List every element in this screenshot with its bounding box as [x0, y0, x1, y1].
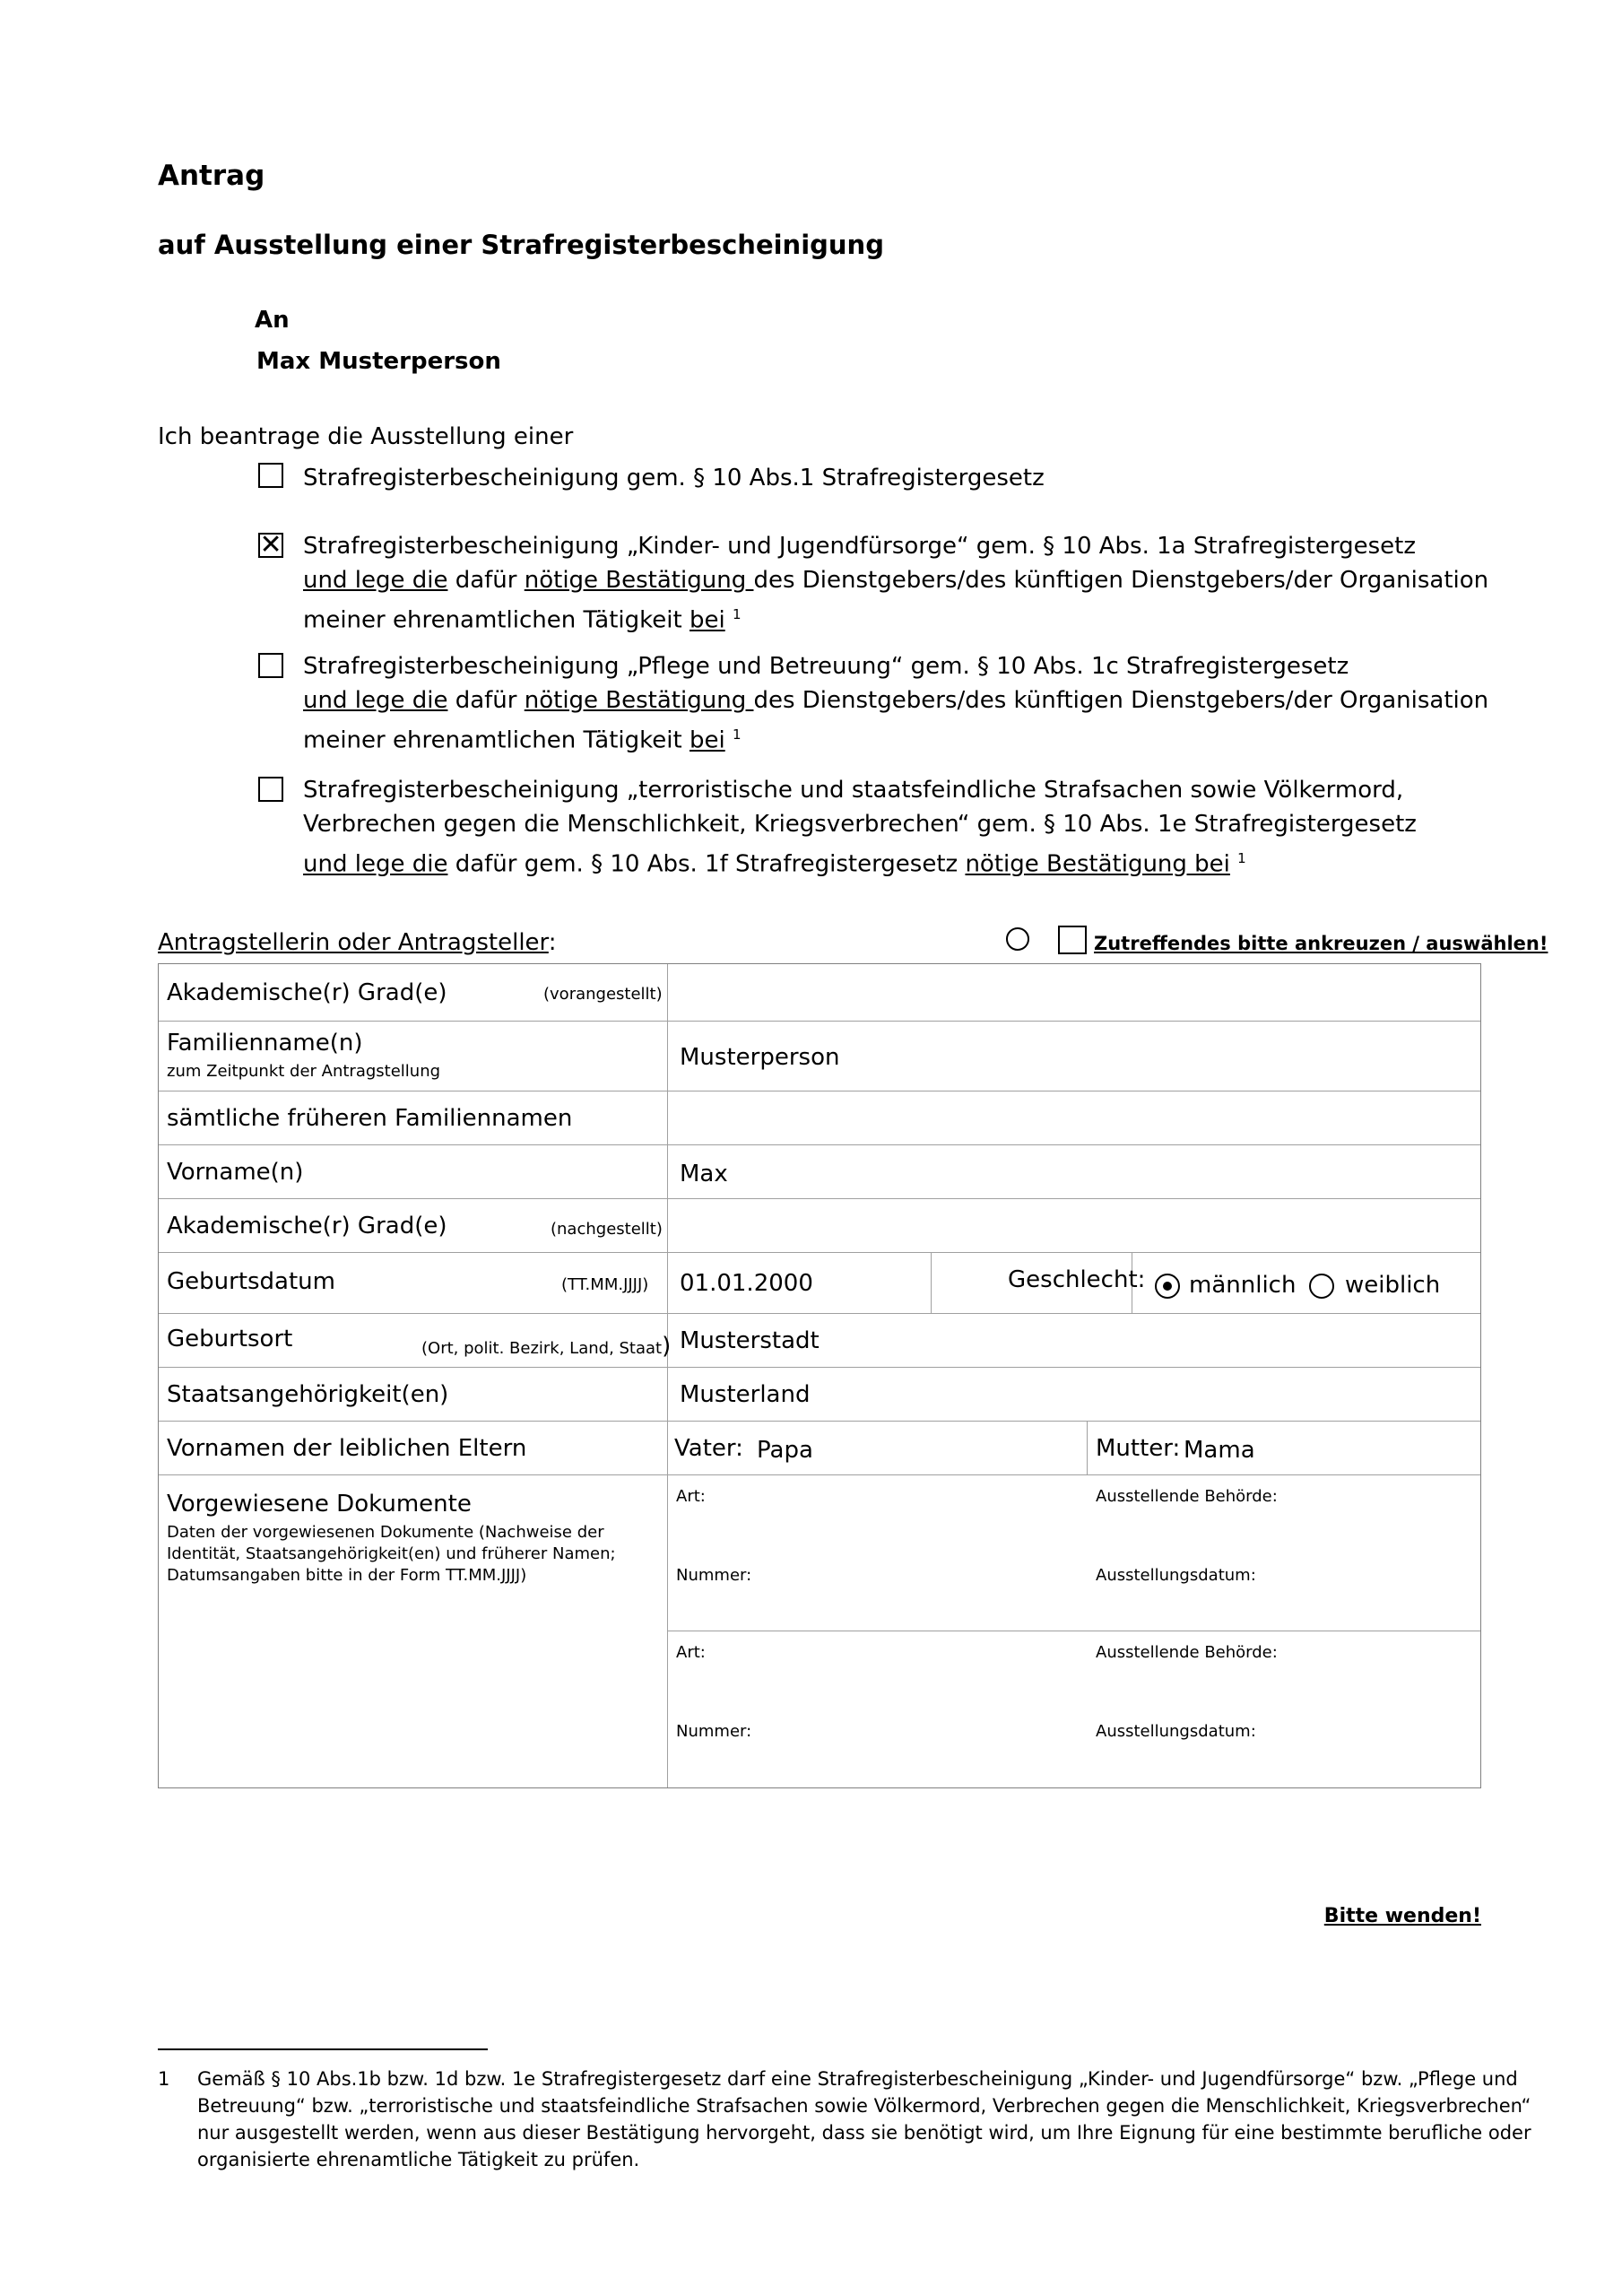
- birthplace-field[interactable]: Musterstadt: [680, 1327, 820, 1354]
- option-2-line2: und lege die dafür nötige Bestätigung des Dienstgebers/des künftigen Dienstgebers/der Organisation: [303, 567, 1489, 594]
- nationality-field[interactable]: Musterland: [680, 1381, 811, 1408]
- grad-pre-note: (vorangestellt): [543, 985, 663, 1004]
- birthplace-label: Geburtsort: [167, 1326, 293, 1352]
- grad-post-label: Akademische(r) Grad(e): [167, 1213, 447, 1239]
- legend-radio-icon: [1006, 927, 1029, 951]
- option-3-line2: und lege die dafür nötige Bestätigung des Dienstgebers/des künftigen Dienstgebers/der Organisation: [303, 687, 1489, 714]
- documents-label: Vorgewiesene Dokumente: [167, 1491, 472, 1518]
- option-1-text: Strafregisterbescheinigung gem. § 10 Abs.1 Strafregistergesetz: [303, 465, 1045, 491]
- father-label: Vater:: [674, 1435, 743, 1462]
- option-2-line3: meiner ehrenamtlichen Tätigkeit bei $^1$: [303, 606, 742, 634]
- option-1-checkbox[interactable]: [258, 463, 283, 488]
- sex-female-label: weiblich: [1345, 1272, 1441, 1299]
- option-2-line1: Strafregisterbescheinigung „Kinder- und Jugendfürsorge“ gem. § 10 Abs. 1a Strafregistergesetz: [303, 533, 1417, 560]
- doc1-date-label: Ausstellungsdatum:: [1096, 1566, 1256, 1585]
- option-4-line1: Strafregisterbescheinigung „terroristische und staatsfeindliche Strafsachen sowie Völkermord,: [303, 777, 1404, 804]
- documents-note-2: Identität, Staatsangehörigkeit(en) und früherer Namen;: [167, 1544, 616, 1563]
- sex-label: Geschlecht:: [1008, 1266, 1146, 1293]
- checkmark-x-icon: ✕: [259, 529, 282, 561]
- option-3-checkbox[interactable]: [258, 653, 283, 678]
- nationality-label: Staatsangehörigkeit(en): [167, 1381, 449, 1408]
- doc2-authority-label: Ausstellende Behörde:: [1096, 1643, 1278, 1662]
- option-4-line2: Verbrechen gegen die Menschlichkeit, Kriegsverbrechen“ gem. § 10 Abs. 1e Strafregistergesetz: [303, 811, 1417, 838]
- footnote-line-3: nur ausgestellt werden, wenn aus dieser Bestätigung hervorgeht, dass sie benötigt wird, um Ihre Eignung für eine bestimmte berufliche oder: [197, 2122, 1531, 2144]
- doc1-number-label: Nummer:: [676, 1566, 752, 1585]
- footnote-line-4: organisierte ehrenamtliche Tätigkeit zu prüfen.: [197, 2149, 640, 2170]
- option-4-line3: und lege die dafür gem. § 10 Abs. 1f Strafregistergesetz nötige Bestätigung bei $^1$: [303, 850, 1246, 878]
- birthplace-note: (Ort, polit. Bezirk, Land, Staat): [421, 1333, 672, 1360]
- birthdate-field[interactable]: 01.01.2000: [680, 1270, 813, 1297]
- recipient-name: Max Musterperson: [256, 348, 501, 375]
- grad-post-note: (nachgestellt): [551, 1220, 663, 1239]
- birthdate-note: (TT.MM.JJJJ): [561, 1275, 649, 1294]
- turn-page-note: Bitte wenden!: [1323, 1905, 1481, 1927]
- sex-female-radio[interactable]: [1309, 1274, 1334, 1299]
- sex-male-radio[interactable]: [1155, 1274, 1180, 1299]
- family-name-label: Familienname(n): [167, 1030, 363, 1057]
- documents-note-1: Daten der vorgewiesenen Dokumente (Nachweise der: [167, 1523, 604, 1542]
- doc1-type-label: Art:: [676, 1487, 706, 1506]
- documents-note-3: Datumsangaben bitte in der Form TT.MM.JJJJ): [167, 1566, 527, 1585]
- footnote-line-1: Gemäß § 10 Abs.1b bzw. 1d bzw. 1e Strafregistergesetz darf eine Strafregisterbescheinigung „Kinder- und Jugendfürsorge“ bzw. „Pflege und: [197, 2068, 1518, 2090]
- parents-label: Vornamen der leiblichen Eltern: [167, 1435, 527, 1462]
- doc2-date-label: Ausstellungsdatum:: [1096, 1722, 1256, 1741]
- first-name-field[interactable]: Max: [680, 1161, 728, 1187]
- doc1-authority-label: Ausstellende Behörde:: [1096, 1487, 1278, 1506]
- page-title: Antrag: [158, 160, 265, 192]
- sex-male-label: männlich: [1189, 1272, 1297, 1299]
- grad-pre-label: Akademische(r) Grad(e): [167, 979, 447, 1006]
- family-name-note: zum Zeitpunkt der Antragstellung: [167, 1062, 441, 1081]
- option-4-checkbox[interactable]: [258, 777, 283, 802]
- family-name-field[interactable]: Musterperson: [680, 1044, 840, 1071]
- recipient-label: An: [255, 307, 290, 334]
- hint-text: Zutreffendes bitte ankreuzen / auswählen!: [1094, 933, 1548, 954]
- father-field[interactable]: Papa: [757, 1437, 813, 1464]
- mother-field[interactable]: Mama: [1184, 1437, 1255, 1464]
- footnote-line-2: Betreuung“ bzw. „terroristische und staatsfeindliche Strafsachen sowie Völkermord, Verbrechen gegen die Menschlichkeit, Kriegsverbrechen“: [197, 2095, 1531, 2117]
- option-3-line1: Strafregisterbescheinigung „Pflege und Betreuung“ gem. § 10 Abs. 1c Strafregistergesetz: [303, 653, 1349, 680]
- legend-checkbox-icon: [1058, 926, 1087, 954]
- option-3-line3: meiner ehrenamtlichen Tätigkeit bei $^1$: [303, 726, 742, 754]
- former-names-label: sämtliche früheren Familiennamen: [167, 1105, 573, 1132]
- footnote-divider: [158, 2048, 488, 2050]
- doc2-number-label: Nummer:: [676, 1722, 752, 1741]
- applicant-heading: Antragstellerin oder Antragsteller:: [158, 929, 557, 956]
- mother-label: Mutter:: [1096, 1435, 1181, 1462]
- page-subtitle: auf Ausstellung einer Strafregisterbescheinigung: [158, 230, 884, 260]
- doc2-type-label: Art:: [676, 1643, 706, 1662]
- first-name-label: Vorname(n): [167, 1159, 304, 1186]
- birthdate-label: Geburtsdatum: [167, 1268, 335, 1295]
- footnote-number: 1: [158, 2068, 170, 2090]
- option-2-checkbox[interactable]: [258, 529, 283, 561]
- applicant-table: [158, 963, 1481, 1788]
- request-intro: Ich beantrage die Ausstellung einer: [158, 423, 574, 450]
